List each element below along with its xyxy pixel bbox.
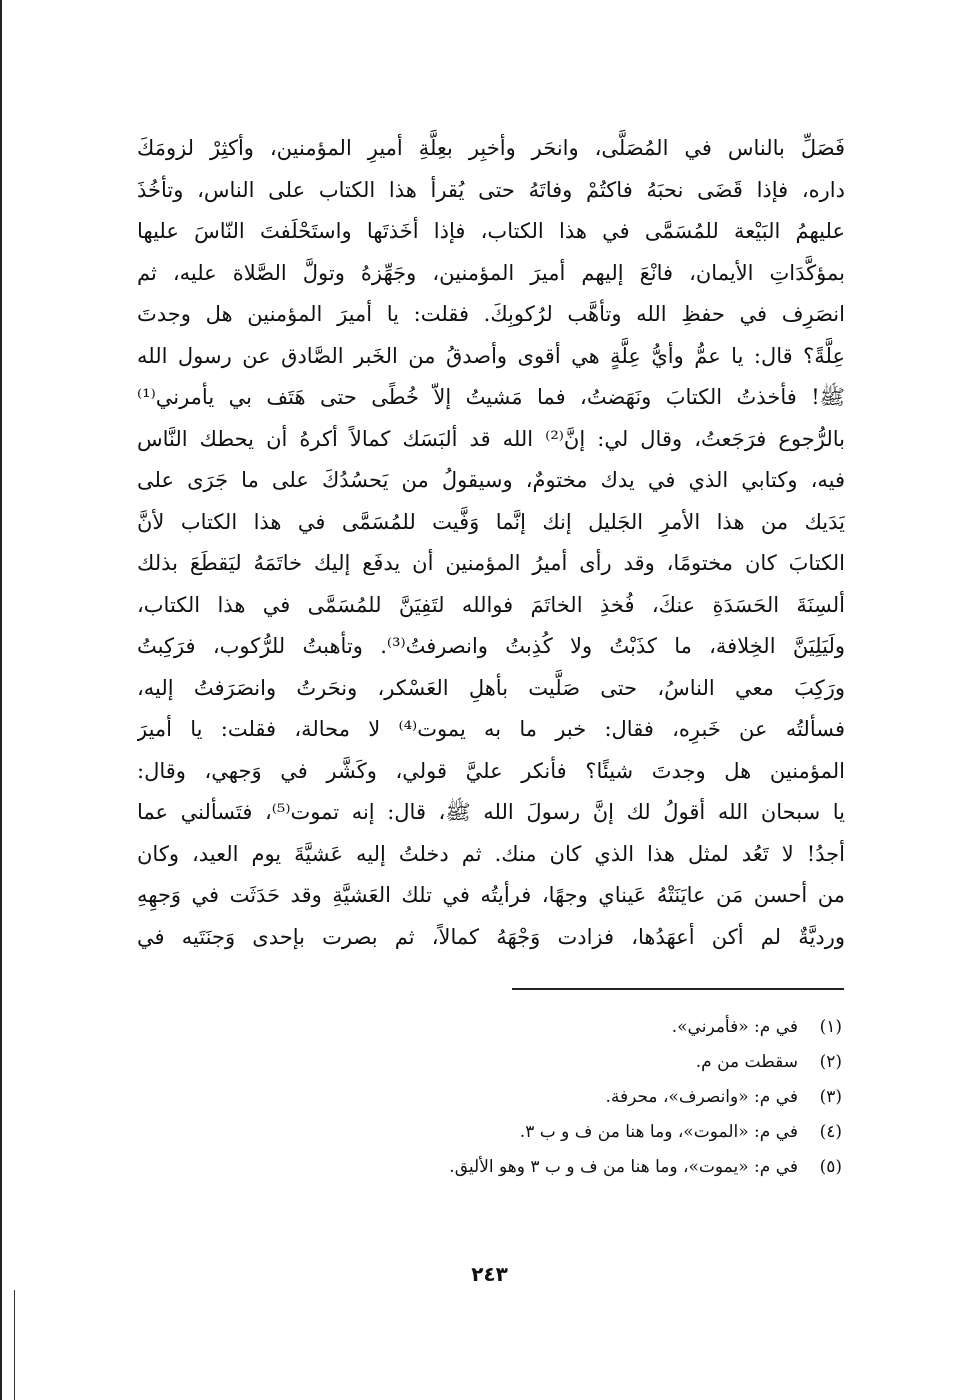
text-line: فَصَلِّ بالناس في المُصَلَّى، وانحَر وأخبِر بعِلَّةِ أميرِ المؤمنين، وأكثِرْ لزومَكَ	[137, 136, 845, 160]
text-line: بمؤكَّدَاتِ الأيمان، فانْعَ إليهم أميرَ المؤمنين، وجَهِّزهُ وتولَّ الصَّلاة عليه، ثم	[137, 260, 845, 285]
footnote	[300, 1080, 842, 1115]
text-line: من أحسن مَن عايَنَتْهُ عَيناي وجهًا، فرأيتُه في تلك العَشيَّةِ وقد حَدَثَت في وَجهِهِ	[137, 883, 845, 907]
text-line: ورديَّةٌ لم أكن أعهَدُها، فزادت وَجْهَهُ كمالاً، ثم بصرت بإحدى وَجنَتَيه في	[137, 924, 845, 949]
text-line: ولَيَلِيَنَّ الخِلافة، ما كذَبْتُ ولا كُذِبتُ وانصرفتُ⁽³⁾. وتأهبتُ للرُّكوب، فرَكِبتُ	[137, 634, 845, 658]
footnote-number: (٥)	[819, 1157, 842, 1177]
text-line: انصَرِف في حفظِ الله وتأهَّب لرُكوبِكَ. فقلت: يا أميرَ المؤمنين هل وجدتَ	[137, 302, 845, 326]
page-number: ٢٤٣	[471, 1262, 508, 1286]
footnote-text: سقطت من م.	[695, 1052, 798, 1072]
text-line: عليهمُ البَيْعة للمُسَمَّى في هذا الكتاب، فإذا أخَذتَها واستَحْلَفتَ النّاسَ عليها	[137, 219, 845, 243]
footnotes	[300, 1010, 842, 1185]
footnote-number: (٤)	[819, 1122, 842, 1142]
text-line: فسألتُه عن خَبرِه، فقال: خبر ما به يموت⁽⁴⁾ لا محالة، فقلت: يا أميرَ	[137, 717, 845, 741]
footnote	[300, 1010, 842, 1045]
main-text	[137, 128, 845, 958]
text-line: أجدُ! لا تَعُد لمثل هذا الذي كان منك. ثم دخلتُ إليه عَشيَّةَ يوم العيد، وكان	[137, 841, 845, 866]
text-line: فيه، وكتابي الذي في يدك مختومٌ، وسيقولُ من يَحسُدُكَ على ما جَرَى على	[137, 468, 845, 492]
text-line: عِلَّةً؟ قال: يا عمُّ وأيُّ عِلَّةٍ هي أقوى وأصدقُ من الخَبر الصَّادق عن رسول الله	[137, 343, 845, 368]
text-line: يَدَيك من هذا الأمرِ الجَليل إنك إنَّما وَفَّيت للمُسَمَّى في هذا الكتاب لأنَّ	[137, 509, 845, 534]
footnote-text: في م: «فأمرني».	[671, 1017, 798, 1037]
footnote-number: (٣)	[819, 1087, 842, 1107]
text-line: ﷺ! فأخذتُ الكتابَ ونَهَضتُ، فما مَشيتُ إلاّ خُطًى حتى هَتَف بي يأمرني⁽¹⁾	[137, 385, 845, 409]
footnote-text: في م: «وانصرف»، محرفة.	[605, 1087, 798, 1107]
footnote-separator	[512, 988, 844, 990]
footnote-number: (٢)	[819, 1052, 842, 1072]
text-line: المؤمنين هل وجدتَ شيئًا؟ فأنكر عليَّ قولي، وكَشَّر في وَجهي، وقال:	[137, 758, 845, 783]
text-line: ورَكِبَ معي الناسُ، حتى صَلَّيت بأهلِ العَسْكر، ونحَرتُ وانصَرَفتُ إليه،	[137, 675, 845, 700]
text-line: الكتابَ كان مختومًا، وقد رأى أميرُ المؤمنين أن يدفَع إليك خاتَمَهُ ليَقطَعَ بذلك	[137, 551, 845, 575]
text-line: ألسِنَةَ الحَسَدَةِ عنكَ، فُخذِ الخاتَمَ فوالله لتَفِيَنَّ للمُسَمَّى في هذا الكتاب،	[137, 592, 845, 617]
footnote-number: (١)	[819, 1017, 842, 1037]
text-line: داره، فإذا قَضَى نحبَهُ فاكتُمْ وفاتَهُ حتى يُقرأ هذا الكتاب على الناس، وتأخُذَ	[137, 177, 845, 202]
footnote	[300, 1115, 842, 1150]
footnote	[300, 1150, 842, 1185]
text-line: يا سبحان الله أقولُ لك إنَّ رسولَ الله ﷺ، قال: إنه تموت⁽⁵⁾، فتَسألني عما	[137, 800, 845, 824]
footnote-text: في م: «الموت»، وما هنا من ف و ب ٣.	[519, 1122, 798, 1142]
text-line: بالرُّجوع فرَجَعتُ، وقال لي: إنَّ⁽²⁾ الله قد ألبَسَك كمالاً أكرهُ أن يحطك النَّاس	[137, 426, 845, 451]
footnote-text: في م: «يموت»، وما هنا من ف و ب ٣ وهو الأليق.	[449, 1157, 798, 1177]
footnote	[300, 1045, 842, 1080]
